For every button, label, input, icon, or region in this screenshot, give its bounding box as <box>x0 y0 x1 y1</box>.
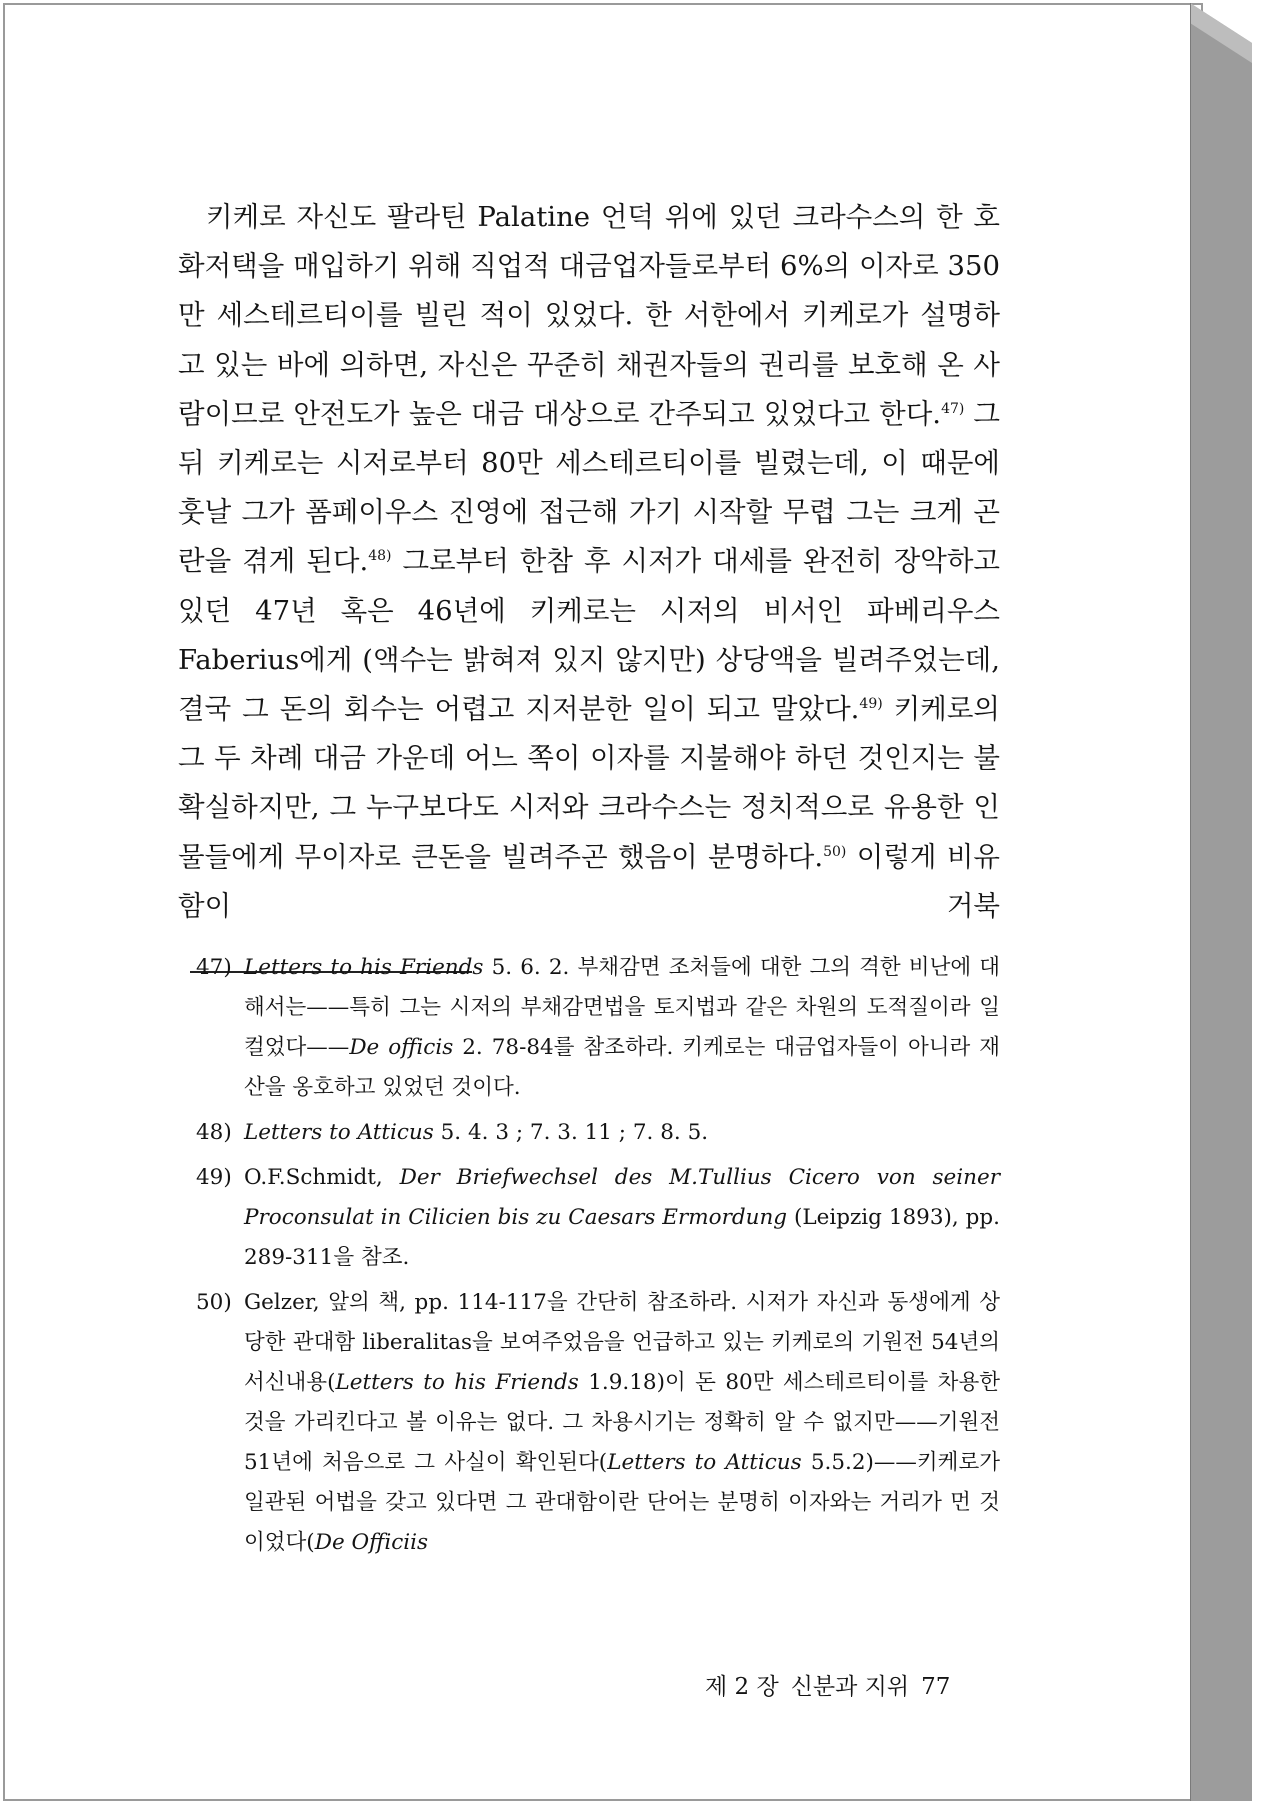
page-footer <box>705 1668 1005 1701</box>
body-text-part-5: 이렇게 비유함이 거북 <box>178 840 1000 922</box>
footnote-text: Der Briefwechsel des M.Tullius Cicero von seiner Proconsulat in Cilicien bis zu Caesars Ermordung <box>244 1165 1000 1230</box>
body-text-part-3: 그로부터 한참 후 시저가 대세를 완전히 장악하고 있던 47년 혹은 46년에 키케로는 시저의 비서인 파베리우스 Faberius에게 (액수는 밝혀져 있지 않지만) 상당액을 빌려주었는데, 결국 그 돈의 회수는 어렵고 지저분한 일이 되고 말았다. <box>178 545 1000 726</box>
footnote-text: Letters to Atticus <box>244 1120 434 1145</box>
footnote-text: Letters to his Friends <box>335 1370 579 1395</box>
footnote-number: 48) <box>196 1120 232 1145</box>
footnote-text: O.F.Schmidt, <box>244 1165 400 1190</box>
body-text-part-2: 그 뒤 키케로는 시저로부터 80만 세스테르티이를 빌렸는데, 이 때문에 훗날 그가 폼페이우스 진영에 접근해 가기 시작할 무렵 그는 크게 곤란을 겪게 된다. <box>178 397 1000 578</box>
footnote-number: 50) <box>196 1290 232 1315</box>
footnote-ref-47: 47) <box>941 400 965 417</box>
chapter-label: 제 2 장 <box>705 1674 779 1700</box>
footnote-text: (Leipzig 1893), pp. 289-311을 참조. <box>244 1205 1000 1270</box>
footnote-ref-49: 49) <box>859 695 883 712</box>
footnote-text: 5. 6. 2. 부채감면 조처들에 대한 그의 격한 비난에 대해서는——특히 그는 시저의 부채감면법을 토지법과 같은 차원의 도적질이라 일컬었다—— <box>244 955 1000 1060</box>
footnote-text: Gelzer, 앞의 책, pp. 114-117을 간단히 참조하라. 시저가 자신과 동생에게 상당한 관대함 liberalitas을 보여주었음을 언급하고 있는 키케로의 기원전 54년의 서신내용( <box>244 1290 1000 1395</box>
page-number: 77 <box>921 1674 951 1700</box>
body-text-part-4: 키케로의 그 두 차례 대금 가운데 어느 쪽이 이자를 지불해야 하던 것인지는 불확실하지만, 그 누구보다도 시저와 크라수스는 정치적으로 유용한 인물들에게 무이자로 큰돈을 빌려주곤 했음이 분명하다. <box>178 693 1000 873</box>
footnotes <box>196 948 1000 1568</box>
footnote-text: De Officiis <box>314 1530 429 1555</box>
footnote-50 <box>196 1283 1000 1563</box>
main-text <box>178 193 1000 931</box>
footnote-ref-50: 50) <box>823 843 847 860</box>
footnote-49 <box>196 1158 1000 1278</box>
footnote-text: 2. 78-84를 참조하라. 키케로는 대금업자들이 아니라 재산을 옹호하고 있었던 것이다. <box>244 1035 1000 1100</box>
footnote-text: 5.5.2)——키케로가 일관된 어법을 갖고 있다면 그 관대함이란 단어는 분명히 이자와는 거리가 먼 것이었다( <box>244 1450 1000 1555</box>
footnote-text: 1.9.18)이 돈 80만 세스테르티이를 차용한 것을 가리킨다고 볼 이유는 없다. 그 차용시기는 정확히 알 수 없지만——기원전 51년에 처음으로 그 사실이 확인된다( <box>244 1370 1000 1475</box>
footnote-text: Letters to Atticus <box>607 1450 802 1475</box>
footnote-47 <box>196 948 1000 1108</box>
footnote-48 <box>196 1113 1000 1153</box>
body-text-part-1: 키케로 자신도 팔라틴 Palatine 언덕 위에 있던 크라수스의 한 호화저택을 매입하기 위해 직업적 대금업자들로부터 6%의 이자로 350만 세스테르티이를 빌린 적이 있었다. 한 서한에서 키케로가 설명하고 있는 바에 의하면, 자신은 꾸준히 채권자들의 권리를 보호해 온 사람이므로 안전도가 높은 대금 대상으로 간주되고 있었다고 한다. <box>178 201 1000 430</box>
footnote-text: De officis <box>349 1035 454 1060</box>
footnote-number: 47) <box>196 955 232 980</box>
footnote-text: 5. 4. 3 ; 7. 3. 11 ; 7. 8. 5. <box>433 1120 709 1145</box>
book-spine-edge <box>1190 3 1252 1801</box>
footnote-text: Letters to his Friends <box>244 955 484 980</box>
footnote-ref-48: 48) <box>368 548 392 565</box>
chapter-title: 신분과 지위 <box>790 1674 910 1700</box>
body-paragraph <box>178 193 1000 931</box>
footnote-number: 49) <box>196 1165 232 1190</box>
